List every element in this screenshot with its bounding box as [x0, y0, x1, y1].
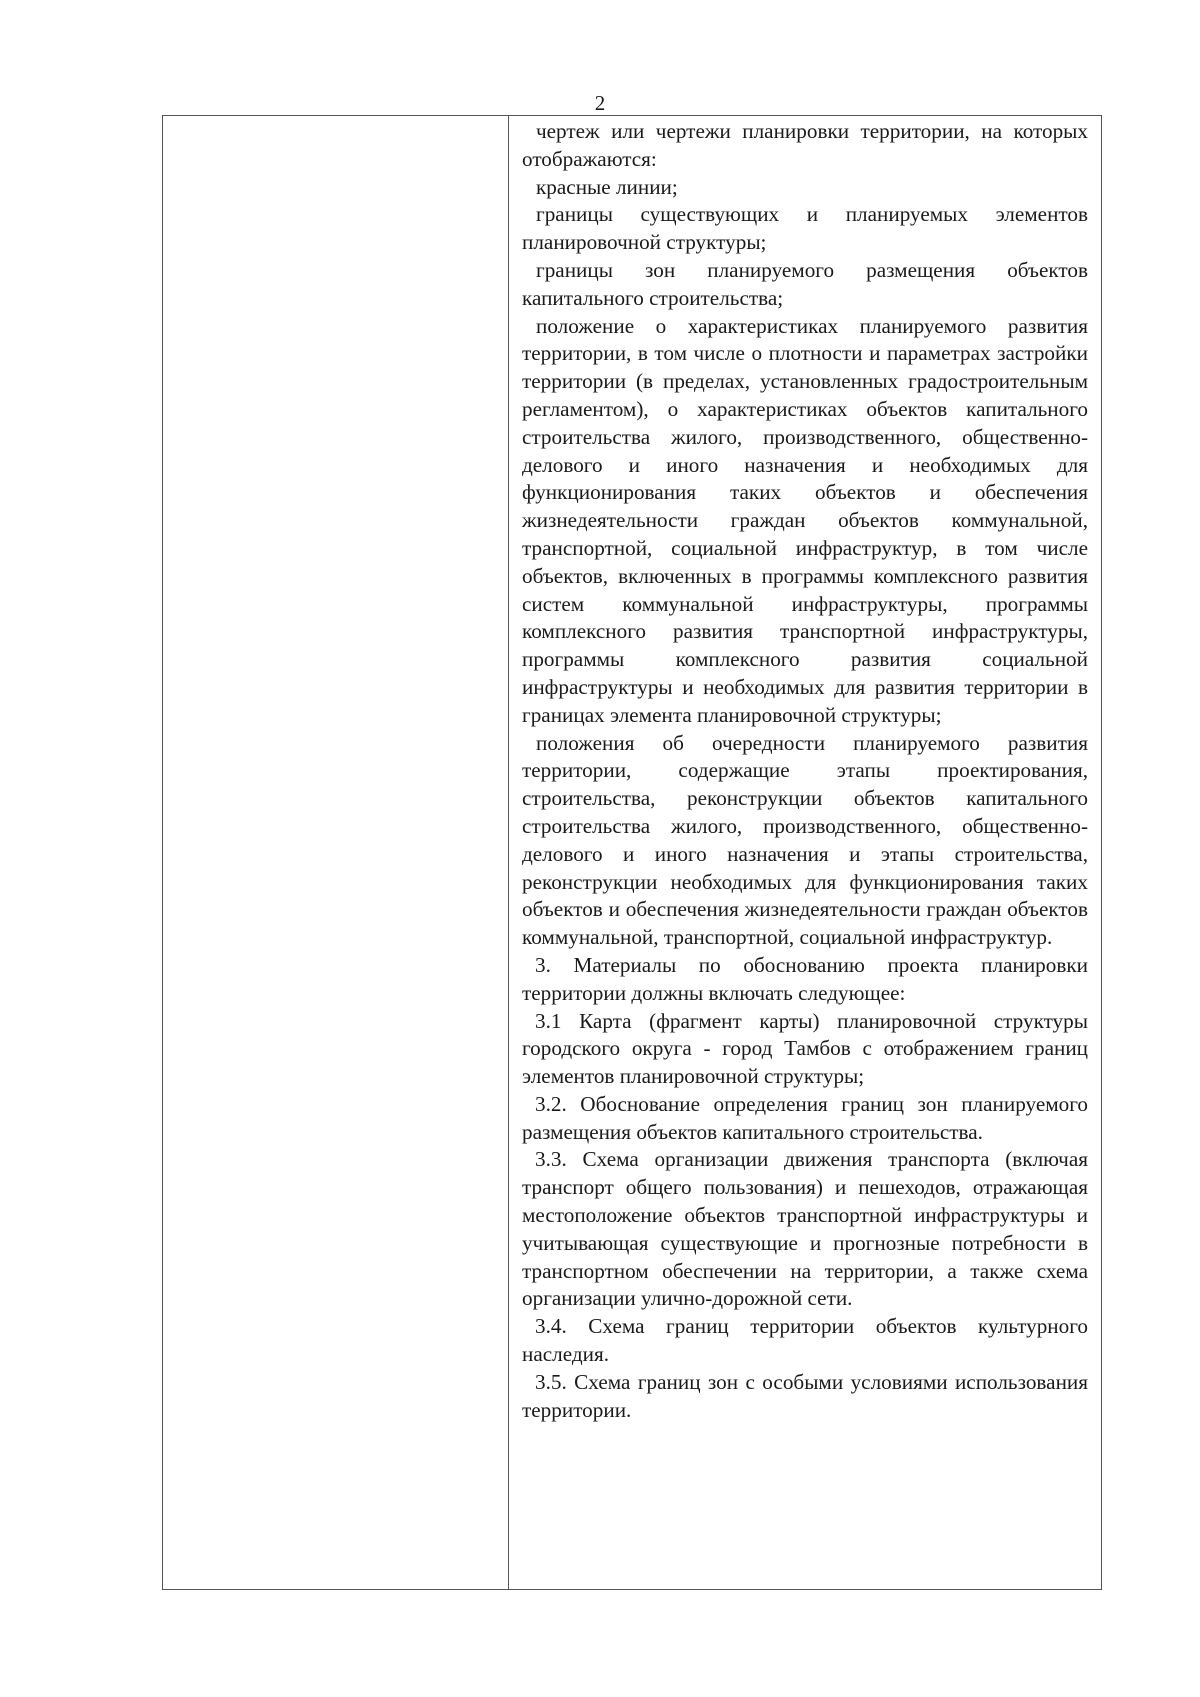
paragraph-zone-boundaries: границы зон планируемого размещения объектов капитального строительства; [522, 257, 1088, 310]
paragraph-section-3: 3. Материалы по обоснованию проекта планировки территории должны включать следующее: [522, 952, 1088, 1005]
paragraph-development-sequence: положения об очередности планируемого развития территории, содержащие этапы проектирования, строительства, реконструкции объектов капитального строительства жилого, производственного, общественно-делового и иного назначения и этапы строительства, реконструкции необходимых для функционирования таких объектов и обеспечения жизнедеятельности граждан объектов коммунальной, транспортной, социальной инфраструктур. [522, 730, 1088, 950]
paragraph-section-3-3: 3.3. Схема организации движения транспорта (включая транспорт общего пользования) и пешеходов, отражающая местоположение объектов транспортной инфраструктуры и учитывающая существующие и прогнозные потребности в транспортном обеспечении на территории, а также схема организации улично-дорожной сети. [522, 1147, 1088, 1311]
document-table [162, 115, 1102, 1590]
paragraph-red-lines: красные линии; [536, 174, 678, 199]
paragraph-development-characteristics: положение о характеристиках планируемого развития территории, в том числе о плотности и параметрах застройки территории (в пределах, установленных градостроительным регламентом), о характеристиках объектов капитального строительства жилого, производственного, общественно-делового и иного назначения и необходимых для функционирования таких объектов и обеспечения жизнедеятельности граждан объектов коммунальной, транспортной, социальной инфраструктур, в том числе объектов, включенных в программы комплексного развития систем коммунальной инфраструктуры, программы комплексного развития транспортной инфраструктуры, программы комплексного развития социальной инфраструктуры и необходимых для развития территории в границах элемента планировочной структуры; [522, 313, 1088, 727]
paragraph-structure-boundaries: границы существующих и планируемых элементов планировочной структуры; [522, 202, 1088, 255]
table-right-cell [509, 116, 1101, 1589]
paragraph-section-3-1: 3.1 Карта (фрагмент карты) планировочной структуры городского округа - город Тамбов с отображением границ элементов планировочной структуры; [522, 1008, 1088, 1089]
paragraph-drawings: чертеж или чертежи планировки территории, на которых отображаются: [522, 119, 1088, 171]
table-left-cell [163, 116, 509, 1589]
paragraph-section-3-5: 3.5. Схема границ зон с особыми условиями использования территории. [522, 1369, 1088, 1422]
page-number: 2 [594, 91, 606, 115]
paragraph-section-3-4: 3.4. Схема границ территории объектов культурного наследия. [522, 1314, 1088, 1367]
paragraph-section-3-2: 3.2. Обоснование определения границ зон планируемого размещения объектов капитального строительства. [522, 1091, 1088, 1144]
